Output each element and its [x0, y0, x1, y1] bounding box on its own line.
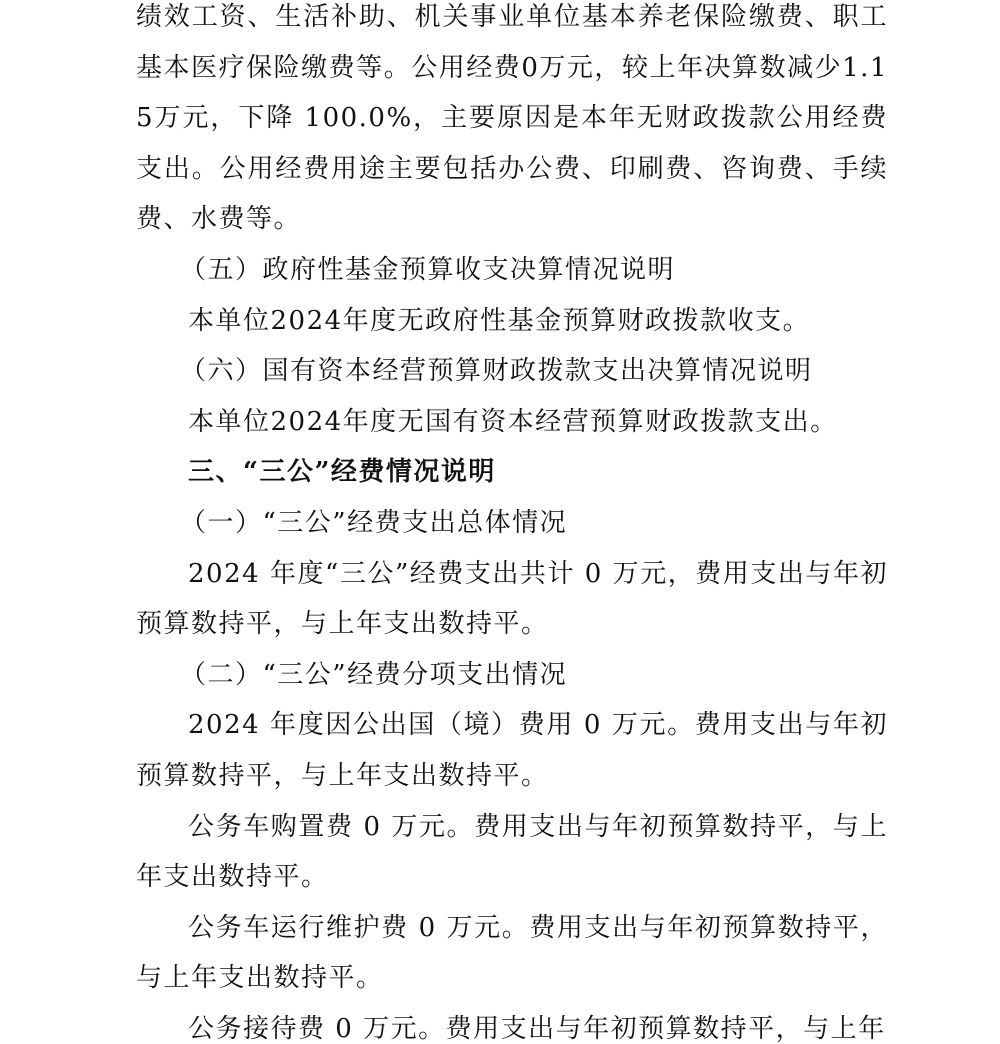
chapter-heading-3: 三、“三公”经费情况说明: [188, 457, 496, 488]
section-heading-5: （五）政府性基金预算收支决算情况说明: [180, 254, 676, 285]
section-heading-1: （一）“三公”经费支出总体情况: [180, 507, 568, 538]
body-paragraph: 本单位2024年度无政府性基金预算财政拨款收支。: [188, 305, 811, 336]
document-body: [136, 0, 888, 1044]
body-paragraph: 2024 年度“三公”经费支出共计 0 万元，费用支出与年初预算数持平，与上年支出数持平。: [136, 558, 888, 640]
body-paragraph: 2024 年度因公出国（境）费用 0 万元。费用支出与年初预算数持平，与上年支出数持平。: [136, 710, 888, 791]
body-paragraph: 公务车运行维护费 0 万元。费用支出与年初预算数持平，与上年支出数持平。: [136, 912, 888, 994]
body-paragraph: 本单位2024年度无国有资本经营预算财政拨款支出。: [188, 406, 838, 437]
body-paragraph: 公务车购置费 0 万元。费用支出与年初预算数持平，与上年支出数持平。: [136, 811, 888, 893]
section-heading-6: （六）国有资本经营预算财政拨款支出决算情况说明: [180, 356, 813, 387]
section-heading-2: （二）“三公”经费分项支出情况: [180, 659, 568, 690]
body-paragraph: 公务接待费 0 万元。费用支出与年初预算数持平，与上年: [188, 1013, 886, 1044]
body-paragraph: 绩效工资、生活补助、机关事业单位基本养老保险缴费、职工基本医疗保险缴费等。公用经费0万元，较上年决算数减少1.15万元，下降 100.0%，主要原因是本年无财政拨款公用经费支出。公用经费用途主要包括办公费、印刷费、咨询费、手续费、水费等。: [136, 2, 888, 235]
